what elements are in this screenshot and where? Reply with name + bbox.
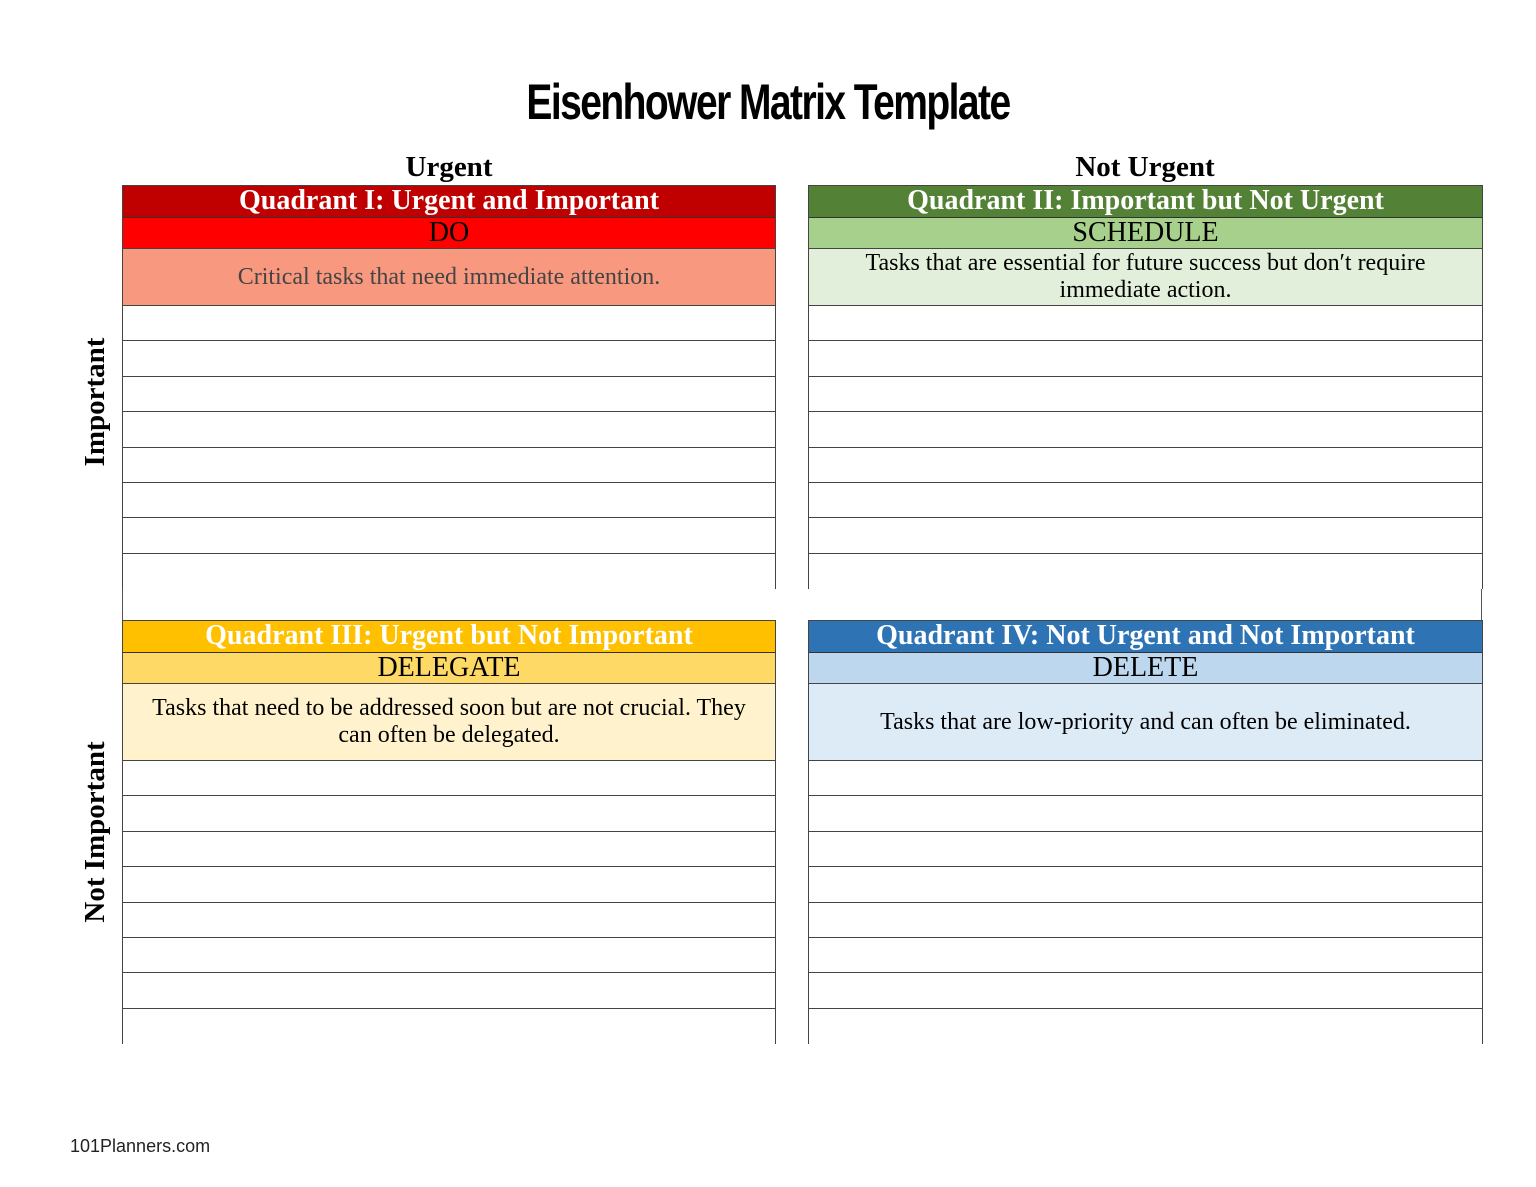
- task-row[interactable]: [123, 1009, 775, 1044]
- task-row[interactable]: [123, 341, 775, 376]
- quadrant-1: [122, 185, 776, 589]
- task-row[interactable]: [123, 448, 775, 483]
- task-row[interactable]: [809, 973, 1482, 1008]
- task-row[interactable]: [809, 341, 1482, 376]
- quadrant-action: SCHEDULE: [809, 218, 1482, 249]
- task-row[interactable]: [123, 518, 775, 553]
- row-label-important: Important: [79, 337, 111, 467]
- column-label-urgent: Urgent: [405, 151, 493, 183]
- task-row[interactable]: [809, 832, 1482, 867]
- frame-border-right: [1481, 588, 1482, 620]
- task-row[interactable]: [123, 973, 775, 1008]
- frame-border-left: [122, 588, 123, 620]
- task-row[interactable]: [809, 1009, 1482, 1044]
- task-row[interactable]: [123, 903, 775, 938]
- quadrant-2: [808, 185, 1483, 589]
- quadrant-title: Quadrant I: Urgent and Important: [123, 186, 775, 218]
- task-row[interactable]: [809, 412, 1482, 447]
- quadrant-title: Quadrant II: Important but Not Urgent: [809, 186, 1482, 218]
- quadrant-description: Critical tasks that need immediate attention.: [123, 249, 775, 306]
- task-row[interactable]: [809, 796, 1482, 831]
- task-row[interactable]: [123, 832, 775, 867]
- task-row[interactable]: [123, 796, 775, 831]
- task-row[interactable]: [123, 412, 775, 447]
- quadrant-description: Tasks that need to be addressed soon but are not crucial. They can often be delegated.: [123, 684, 775, 761]
- quadrant-title: Quadrant III: Urgent but Not Important: [123, 621, 775, 653]
- task-row[interactable]: [809, 554, 1482, 589]
- task-row[interactable]: [809, 903, 1482, 938]
- quadrant-action: DO: [123, 218, 775, 249]
- page-title: Eisenhower Matrix Template: [526, 74, 1010, 130]
- task-row[interactable]: [809, 377, 1482, 412]
- task-rows: [123, 761, 775, 1044]
- quadrant-4: [808, 620, 1483, 1044]
- task-rows: [123, 306, 775, 589]
- quadrant-description: Tasks that are essential for future success but don′t require immediate action.: [809, 249, 1482, 306]
- task-row[interactable]: [809, 761, 1482, 796]
- quadrant-action: DELEGATE: [123, 653, 775, 684]
- task-row[interactable]: [123, 306, 775, 341]
- quadrant-title: Quadrant IV: Not Urgent and Not Important: [809, 621, 1482, 653]
- task-row[interactable]: [809, 483, 1482, 518]
- row-label-not-important: Not Important: [79, 741, 111, 923]
- quadrant-action: DELETE: [809, 653, 1482, 684]
- task-row[interactable]: [809, 306, 1482, 341]
- task-row[interactable]: [809, 448, 1482, 483]
- task-row[interactable]: [123, 867, 775, 902]
- footer-website: 101Planners.com: [70, 1136, 211, 1156]
- quadrant-description: Tasks that are low-priority and can often be eliminated.: [809, 684, 1482, 761]
- task-rows: [809, 761, 1482, 1044]
- task-row[interactable]: [809, 938, 1482, 973]
- task-rows: [809, 306, 1482, 589]
- task-row[interactable]: [809, 867, 1482, 902]
- column-label-not-urgent: Not Urgent: [1075, 151, 1215, 183]
- task-row[interactable]: [123, 483, 775, 518]
- task-row[interactable]: [123, 377, 775, 412]
- task-row[interactable]: [123, 761, 775, 796]
- task-row[interactable]: [123, 938, 775, 973]
- task-row[interactable]: [123, 554, 775, 589]
- task-row[interactable]: [809, 518, 1482, 553]
- quadrant-3: [122, 620, 776, 1044]
